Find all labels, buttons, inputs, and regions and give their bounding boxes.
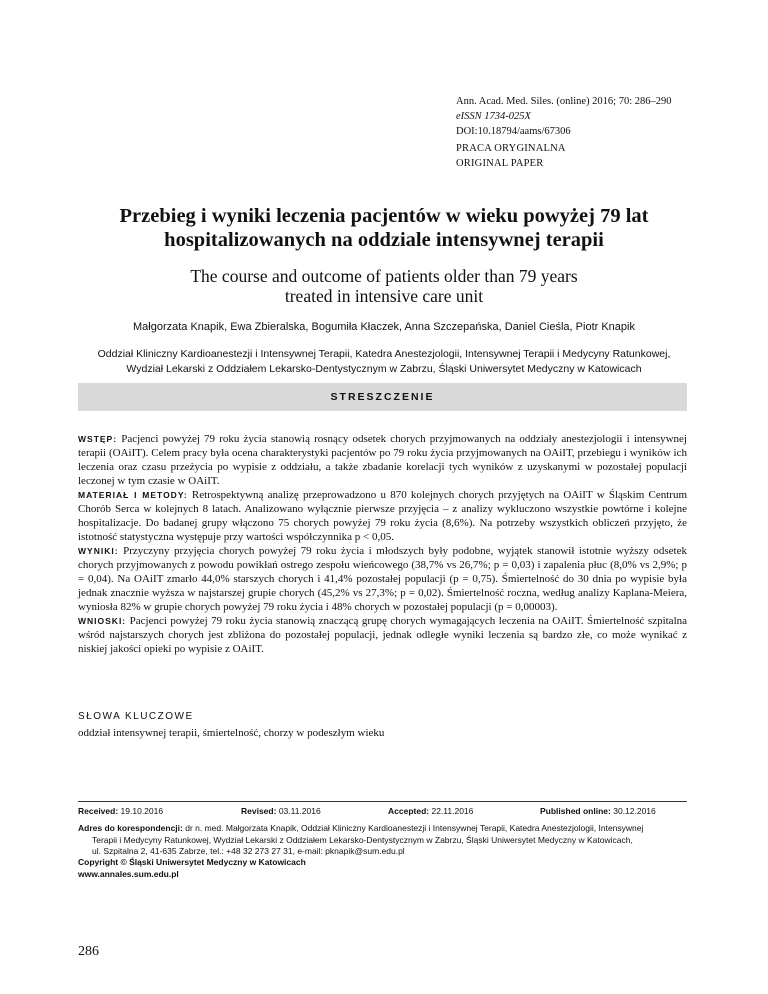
title-polish — [60, 204, 708, 252]
affiliation-line1: Oddział Kliniczny Kardioanestezji i Intensywnej Terapii, Katedra Anestezjologii, Intensywnej Terapii i Medycyny Ratunkowej, — [97, 348, 671, 360]
affiliation — [50, 347, 718, 377]
abstract-section-results — [78, 544, 687, 614]
date-published-label: Published online: — [540, 806, 611, 816]
date-accepted-label: Accepted: — [388, 806, 430, 816]
date-received-label: Received: — [78, 806, 119, 816]
date-published-value: 30.12.2016 — [613, 806, 656, 816]
page-number: 286 — [78, 944, 99, 959]
correspondence-line1: dr n. med. Małgorzata Knapik, Oddział Kliniczny Kardioanestezji i Intensywnej Terapii, Katedra Anestezjologii, Intensywnej — [185, 823, 644, 833]
date-published — [540, 806, 656, 816]
paper-type-pl: PRACA ORYGINALNA — [456, 143, 566, 154]
abstract-body — [78, 432, 687, 656]
date-revised — [241, 806, 321, 816]
section-label: WSTĘP: — [78, 434, 118, 444]
paper-type — [456, 141, 566, 171]
title-english-line1: The course and outcome of patients older than 79 years — [190, 266, 578, 286]
correspondence-line3: ul. Szpitalna 2, 41-635 Zabrze, tel.: +48 32 273 27 31, e-mail: pknapik@sum.edu.pl — [92, 846, 405, 856]
date-received-value: 19.10.2016 — [120, 806, 164, 816]
section-label: WYNIKI: — [78, 546, 119, 556]
title-english-line2: treated in intensive care unit — [284, 286, 484, 306]
keywords-text: oddział intensywnej terapii, śmiertelność, chorzy w podeszłym wieku — [78, 727, 385, 739]
date-accepted-value: 22.11.2016 — [431, 806, 474, 816]
copyright — [78, 857, 306, 880]
keywords-label: SŁOWA KLUCZOWE — [78, 711, 194, 722]
journal-meta — [456, 94, 672, 139]
abstract-section-introduction — [78, 432, 687, 488]
title-polish-line1: Przebieg i wyniki leczenia pacjentów w wieku powyżej 79 lat — [119, 205, 649, 227]
journal-website: www.annales.sum.edu.pl — [78, 868, 179, 879]
journal-doi: DOI:10.18794/aams/67306 — [456, 126, 571, 137]
copyright-line: Copyright © Śląski Uniwersytet Medyczny w Katowicach — [78, 857, 306, 867]
section-text: Pacjenci powyżej 79 roku życia stanowią znaczącą grupę chorych wymagających leczenia na OAiIT. Śmiertelność szpitalna wśród najstarszych chorych jest zbliżona do pozostałej populacji, jednak odległe wyniki leczenia są bardzo złe, co może wynikać z niskiej jakości opieki po wypisie z OAiIT. — [78, 615, 688, 655]
date-accepted — [388, 806, 473, 816]
correspondence-line1-row — [78, 823, 687, 835]
paper-type-en: ORIGINAL PAPER — [456, 158, 544, 169]
article-dates — [78, 806, 687, 820]
title-polish-line2: hospitalizowanych na oddziale intensywnej terapii — [164, 229, 604, 251]
date-revised-label: Revised: — [241, 806, 277, 816]
date-revised-value: 03.11.2016 — [278, 806, 321, 816]
section-label: WNIOSKI: — [78, 616, 127, 626]
authors: Małgorzata Knapik, Ewa Zbieralska, Bogumiła Kłaczek, Anna Szczepańska, Daniel Cieśla, Piotr Knapik — [133, 321, 635, 333]
correspondence-address — [78, 823, 687, 858]
section-text: Pacjenci powyżej 79 roku życia stanowią rosnący odsetek chorych przyjmowanych na oddziały anestezjologii i intensywnej terapii (OAiIT). Celem pracy była ocena charakterystyki pacjentów po 79 roku życia przyjmowanych na OAiIT, przebiegu i wyników ich leczenia oraz czasu przeżycia po wypisie z oddziału, a także zbadanie korelacji tych wyników z uzyskanymi w pozostałej populacji leczonej w tym czasie w OAiIT. — [78, 433, 687, 487]
abstract-header: STRESZCZENIE — [78, 383, 687, 411]
section-text: Retrospektywną analizę przeprowadzono u 870 kolejnych chorych przyjętych na OAiIT w Śląskim Centrum Chorób Serca w kolejnych 8 latach. Analizowano wyłącznie pierwsze przyjęcia – z analizy wykluczono wszystkie powtórne i kolejne hospitalizacje. Do badanej grupy włączono 75 chorych powyżej 79 roku życia (8,6%). Na potrzeby wszystkich obliczeń przyjęto, że istotność statystyczna występuje przy wartości współczynnika p < 0,05. — [78, 489, 687, 543]
journal-eissn: eISSN 1734-025X — [456, 111, 531, 122]
correspondence-label: Adres do korespondencji: — [78, 823, 183, 833]
section-label: MATERIAŁ I METODY: — [78, 490, 188, 500]
section-text: Przyczyny przyjęcia chorych powyżej 79 roku życia i młodszych były podobne, wyjątek stanowił istotnie wyższy odsetek chorych przyjmowanych z powodu powikłań ostrego zespołu wieńcowego (38,7% vs 26,7%; p = 0,03) i zapalenia płuc (8,0% vs 2,9%; p = 0,04). Na OAiIT zmarło 44,0% starszych chorych i 41,4% pozostałej populacji (p = 0,75). Śmiertelność do 30 dnia po wypisie była jednak znacznie wyższa w najstarszej grupie chorych (45,2% vs 27,3%; p = 0,02). Śmiertelność roczna, według analizy Kaplana-Meiera, wyniosła 82% w grupie chorych powyżej 79 roku życia i 48% chorych w pozostałej populacji (p = 0,00003). — [78, 545, 687, 613]
correspondence-line2: Terapii i Medycyny Ratunkowej, Wydział Lekarski z Oddziałem Lekarsko-Dentystycznym w Zabrzu, Śląski Uniwersytet Medyczny w Katowicach, — [92, 834, 633, 845]
journal-citation: Ann. Acad. Med. Siles. (online) 2016; 70: 286–290 — [456, 96, 672, 107]
abstract-section-conclusions — [78, 614, 687, 656]
date-received — [78, 806, 163, 816]
affiliation-line2: Wydział Lekarski z Oddziałem Lekarsko-Dentystycznym w Zabrzu, Śląski Uniwersytet Medyczny w Katowicach — [126, 363, 642, 375]
footer-divider — [78, 801, 687, 802]
title-english — [60, 266, 708, 306]
abstract-section-methods — [78, 488, 687, 544]
